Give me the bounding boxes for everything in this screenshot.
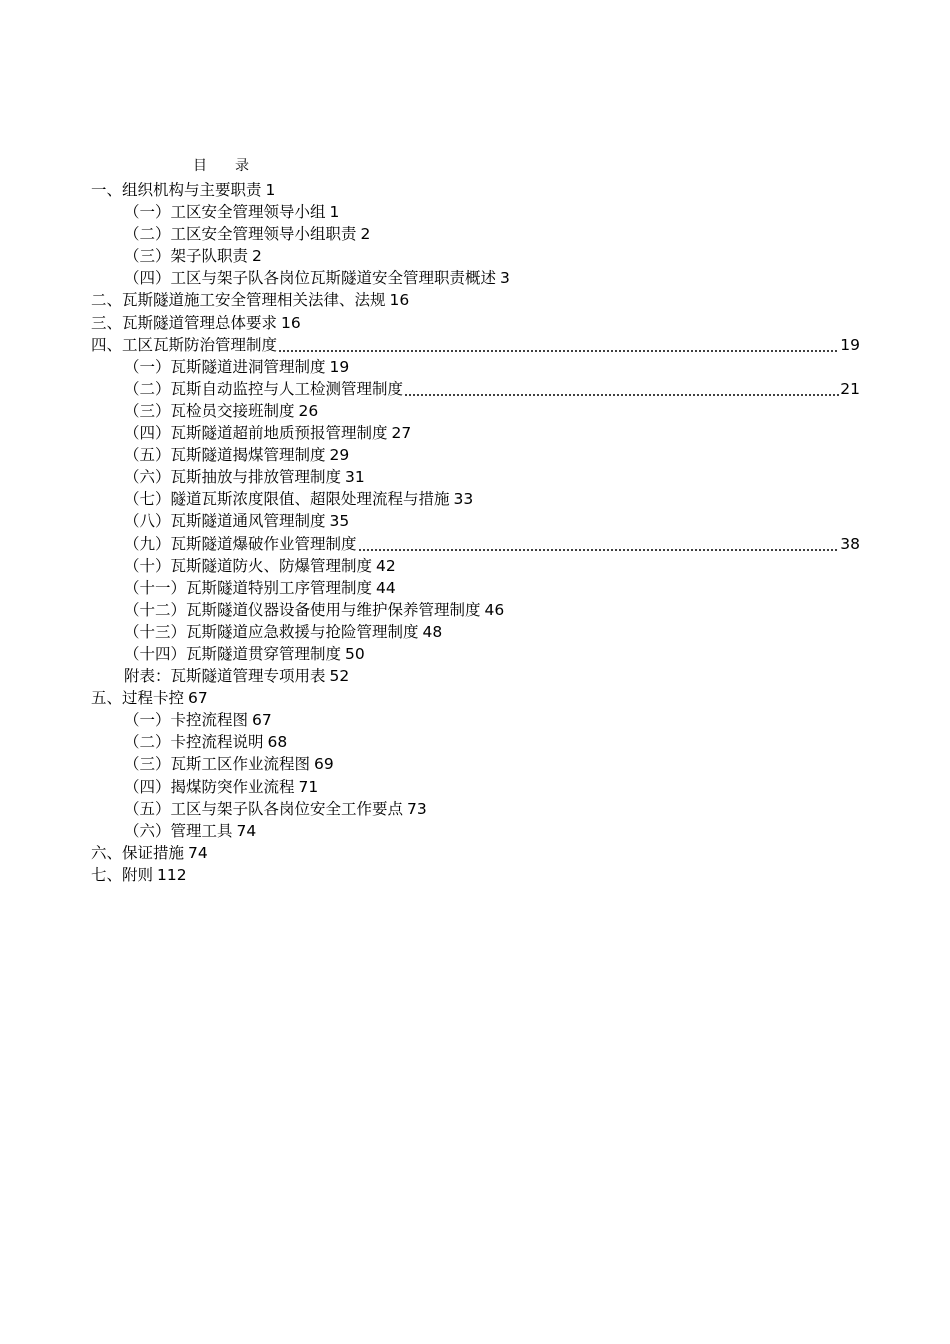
toc-entry-label: 一、组织机构与主要职责 — [91, 181, 262, 199]
toc-entry-page-number: 19 — [329, 357, 350, 376]
toc-entry[interactable] — [0, 356, 950, 378]
toc-entry-label: （一）卡控流程图 — [124, 711, 249, 730]
toc-entry[interactable] — [0, 533, 860, 555]
toc-entry[interactable] — [0, 488, 950, 510]
toc-entry-label: （十二）瓦斯隧道仪器设备使用与维护保养管理制度 — [124, 600, 481, 619]
toc-entry[interactable] — [0, 864, 950, 886]
toc-entry-label: （八）瓦斯隧道通风管理制度 — [124, 512, 326, 531]
toc-entry[interactable] — [0, 378, 860, 400]
toc-entry-label: （一）工区安全管理领导小组 — [124, 203, 326, 222]
toc-entry-label: （四）揭煤防突作业流程 — [124, 777, 295, 796]
toc-entry-label: （六）瓦斯抽放与排放管理制度 — [124, 468, 342, 487]
toc-entry-page-number: 73 — [407, 799, 427, 818]
toc-entry-label: （十四）瓦斯隧道贯穿管理制度 — [124, 644, 342, 663]
dot-leader — [278, 334, 839, 356]
toc-entry-page-number: 38 — [840, 534, 860, 553]
toc-entry[interactable] — [0, 223, 950, 245]
toc-entry-label: （六）管理工具 — [124, 821, 233, 840]
toc-entry[interactable] — [0, 179, 950, 201]
table-of-contents — [0, 179, 950, 886]
toc-entry-label: 三、瓦斯隧道管理总体要求 — [91, 313, 278, 332]
toc-entry[interactable] — [0, 312, 950, 334]
toc-entry-page-number: 50 — [345, 644, 365, 663]
toc-entry[interactable] — [0, 444, 950, 466]
toc-entry[interactable] — [0, 599, 950, 621]
toc-entry-page-number: 16 — [389, 291, 410, 310]
toc-entry-label: （四）瓦斯隧道超前地质预报管理制度 — [124, 424, 388, 443]
toc-entry-label: （一）瓦斯隧道进洞管理制度 — [124, 357, 326, 376]
toc-entry-page-number: 48 — [422, 622, 443, 641]
toc-entry[interactable] — [0, 687, 950, 709]
toc-entry-label: （二）瓦斯自动监控与人工检测管理制度 — [124, 379, 404, 398]
toc-entry[interactable] — [0, 753, 950, 775]
toc-entry-page-number: 31 — [345, 468, 365, 487]
toc-entry-page-number: 1 — [329, 203, 340, 222]
toc-entry-page-number: 33 — [453, 490, 474, 509]
toc-title — [193, 155, 249, 175]
toc-entry-page-number: 71 — [298, 777, 319, 796]
toc-entry-page-number: 112 — [157, 865, 187, 884]
toc-entry-page-number: 16 — [281, 313, 301, 332]
toc-entry[interactable] — [0, 422, 950, 444]
toc-entry-label: （九）瓦斯隧道爆破作业管理制度 — [124, 534, 357, 553]
toc-entry-label: （四）工区与架子队各岗位瓦斯隧道安全管理职责概述 — [124, 269, 497, 288]
toc-entry-label: （三）架子队职责 — [124, 247, 249, 266]
toc-entry-page-number: 42 — [376, 556, 396, 575]
toc-entry-label: （十三）瓦斯隧道应急救援与抢险管理制度 — [124, 622, 419, 641]
toc-entry-label: （二）卡控流程说明 — [124, 733, 264, 752]
toc-title-char-1: 目 — [193, 158, 207, 174]
toc-entry-label: 五、过程卡控 — [91, 689, 185, 708]
toc-entry[interactable] — [0, 709, 950, 731]
toc-entry[interactable] — [0, 245, 950, 267]
toc-entry[interactable] — [0, 555, 950, 577]
toc-entry[interactable] — [0, 466, 950, 488]
toc-entry[interactable] — [0, 510, 950, 532]
toc-entry-page-number: 26 — [298, 401, 319, 420]
toc-entry-label: 七、附则 — [91, 865, 154, 884]
toc-entry-page-number: 44 — [376, 578, 396, 597]
toc-entry-page-number: 2 — [252, 247, 262, 266]
toc-entry[interactable] — [0, 201, 950, 223]
toc-entry[interactable] — [0, 842, 950, 864]
toc-entry-label: （十一）瓦斯隧道特别工序管理制度 — [124, 578, 373, 597]
toc-entry-page-number: 46 — [484, 600, 505, 619]
toc-entry-label: 四、工区瓦斯防治管理制度 — [91, 335, 278, 354]
toc-entry[interactable] — [0, 400, 950, 422]
toc-entry[interactable] — [0, 621, 950, 643]
toc-entry-label: （五）瓦斯隧道揭煤管理制度 — [124, 446, 326, 465]
toc-entry-page-number: 27 — [391, 424, 412, 443]
toc-entry[interactable] — [0, 798, 950, 820]
dot-leader — [404, 378, 839, 400]
toc-entry-page-number: 1 — [265, 181, 276, 199]
toc-entry-page-number: 68 — [267, 733, 288, 752]
toc-entry[interactable] — [0, 665, 950, 687]
toc-entry-label: 附表：瓦斯隧道管理专项用表 — [124, 667, 326, 686]
toc-entry-page-number: 19 — [840, 335, 860, 354]
toc-entry-label: （五）工区与架子队各岗位安全工作要点 — [124, 799, 404, 818]
toc-entry[interactable] — [0, 334, 860, 356]
toc-entry-label: （七）隧道瓦斯浓度限值、超限处理流程与措施 — [124, 490, 450, 509]
toc-entry-label: 六、保证措施 — [91, 843, 185, 862]
toc-entry-page-number: 35 — [329, 512, 350, 531]
toc-entry-page-number: 2 — [360, 225, 371, 244]
toc-entry[interactable] — [0, 577, 950, 599]
toc-entry-label: （十）瓦斯隧道防火、防爆管理制度 — [124, 556, 373, 575]
toc-entry-page-number: 67 — [188, 689, 208, 708]
toc-entry[interactable] — [0, 731, 950, 753]
toc-entry-label: 二、瓦斯隧道施工安全管理相关法律、法规 — [91, 291, 386, 310]
toc-entry[interactable] — [0, 267, 950, 289]
dot-leader — [358, 533, 840, 555]
toc-entry-page-number: 67 — [252, 711, 272, 730]
toc-entry-page-number: 52 — [329, 667, 350, 686]
toc-entry-page-number: 3 — [500, 269, 510, 288]
toc-entry-page-number: 29 — [329, 446, 350, 465]
toc-entry-page-number: 74 — [188, 843, 208, 862]
toc-entry[interactable] — [0, 643, 950, 665]
toc-entry-label: （三）瓦斯工区作业流程图 — [124, 755, 311, 774]
toc-entry[interactable] — [0, 776, 950, 798]
toc-entry-page-number: 69 — [314, 755, 334, 774]
toc-entry[interactable] — [0, 820, 950, 842]
toc-entry-label: （三）瓦检员交接班制度 — [124, 401, 295, 420]
toc-title-char-2: 录 — [235, 158, 249, 174]
toc-entry-page-number: 74 — [236, 821, 257, 840]
toc-entry[interactable] — [0, 289, 950, 311]
toc-entry-page-number: 21 — [840, 379, 860, 398]
toc-entry-label: （二）工区安全管理领导小组职责 — [124, 225, 357, 244]
